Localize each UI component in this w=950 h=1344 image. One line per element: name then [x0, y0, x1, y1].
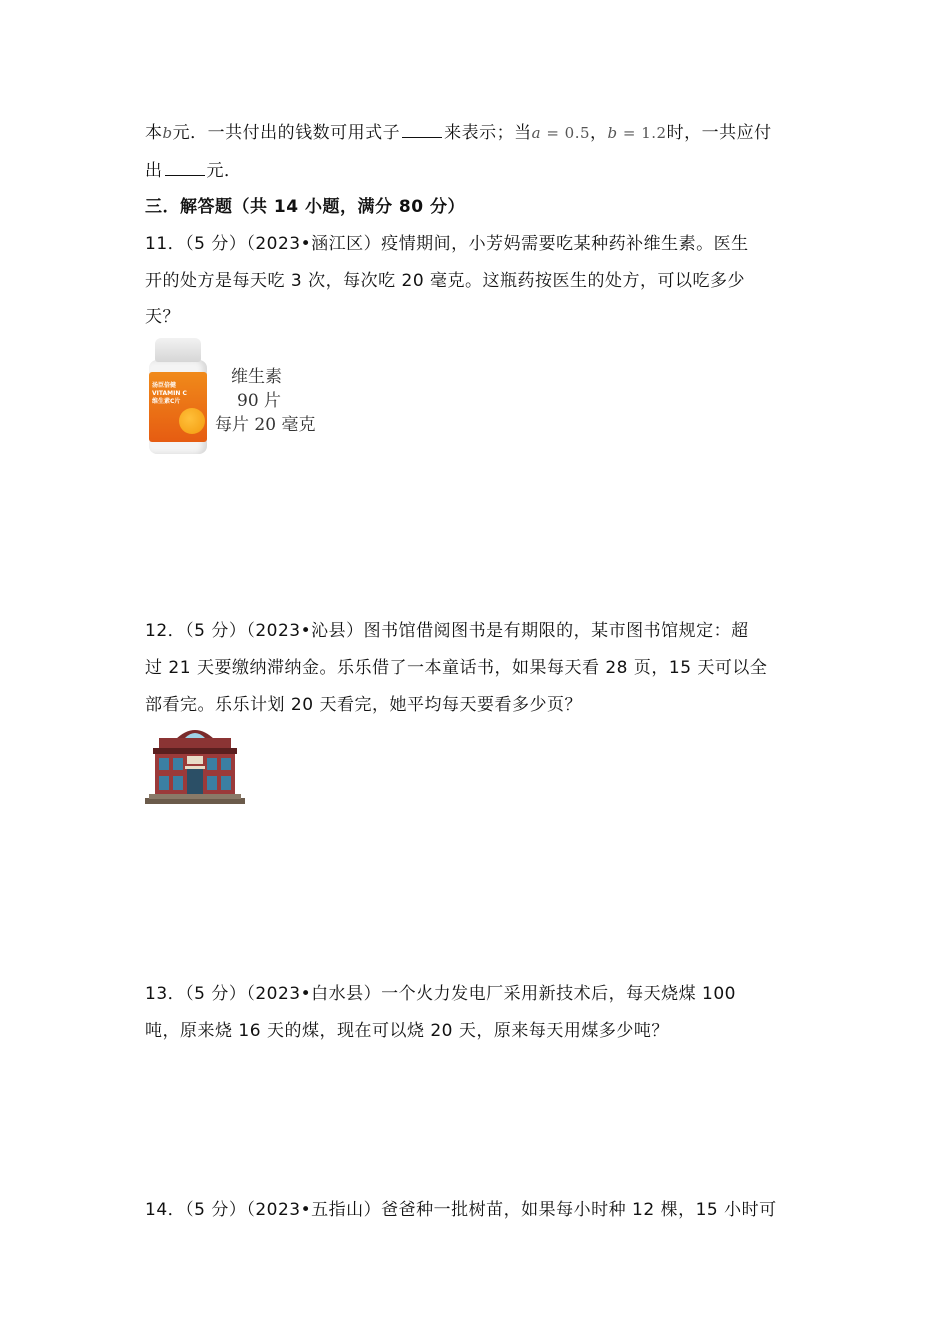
variable-b: b [607, 124, 618, 142]
text: 来表示；当 [444, 123, 532, 143]
q11-line-1: 11．（5 分）（2023•涵江区）疫情期间，小芳妈需要吃某种药补维生素。医生 [145, 234, 749, 254]
q14-line-1: 14．（5 分）（2023•五指山）爸爸种一批树苗，如果每小时种 12 棵，15 小时可 [145, 1200, 777, 1220]
figure-text-1: 维生素 [231, 367, 282, 387]
label-en: VITAMIN C [152, 390, 187, 397]
answer-blank[interactable] [402, 123, 442, 138]
text: 出 [145, 161, 163, 181]
orange-icon [179, 408, 205, 434]
figure-text-2: 90 片 [237, 391, 282, 411]
bottle-image [147, 338, 209, 456]
text: 本 [145, 123, 163, 143]
section-title: 三．解答题（共 14 小题，满分 80 分） [145, 197, 465, 217]
label-cn: 维生素C片 [152, 398, 181, 405]
answer-blank[interactable] [165, 161, 205, 176]
q11-line-2: 开的处方是每天吃 3 次，每次吃 20 毫克。这瓶药按医生的处方，可以吃多少 [145, 271, 746, 291]
vitamin-bottle-figure [145, 338, 315, 460]
comma: ， [590, 123, 608, 143]
variable-b: b [162, 124, 173, 142]
library-building-icon [145, 722, 245, 806]
text: 时，一共应付 [666, 123, 772, 143]
value-a: = 0.5 [541, 124, 591, 142]
figure-text-3: 每片 20 毫克 [215, 415, 316, 435]
continuation-line-2 [145, 156, 242, 181]
q13-line-2: 吨，原来烧 16 天的煤，现在可以烧 20 天，原来每天用煤多少吨？ [145, 1021, 669, 1041]
text: 元． [206, 161, 242, 181]
variable-a: a [531, 124, 542, 142]
q12-line-3: 部看完。乐乐计划 20 天看完，她平均每天要看多少页？ [145, 695, 582, 715]
continuation-line-1 [145, 118, 772, 143]
q12-line-1: 12．（5 分）（2023•沁县）图书馆借阅图书是有期限的，某市图书馆规定：超 [145, 621, 749, 641]
value-b: = 1.2 [617, 124, 667, 142]
label-brand: 汤臣倍健 [152, 382, 177, 389]
q12-line-2: 过 21 天要缴纳滞纳金。乐乐借了一本童话书，如果每天看 28 页，15 天可以全 [145, 658, 768, 678]
text: 元．一共付出的钱数可用式子 [172, 123, 401, 143]
q11-line-3: 天？ [145, 307, 180, 327]
q13-line-1: 13．（5 分）（2023•白水县）一个火力发电厂采用新技术后，每天烧煤 100 [145, 984, 736, 1004]
